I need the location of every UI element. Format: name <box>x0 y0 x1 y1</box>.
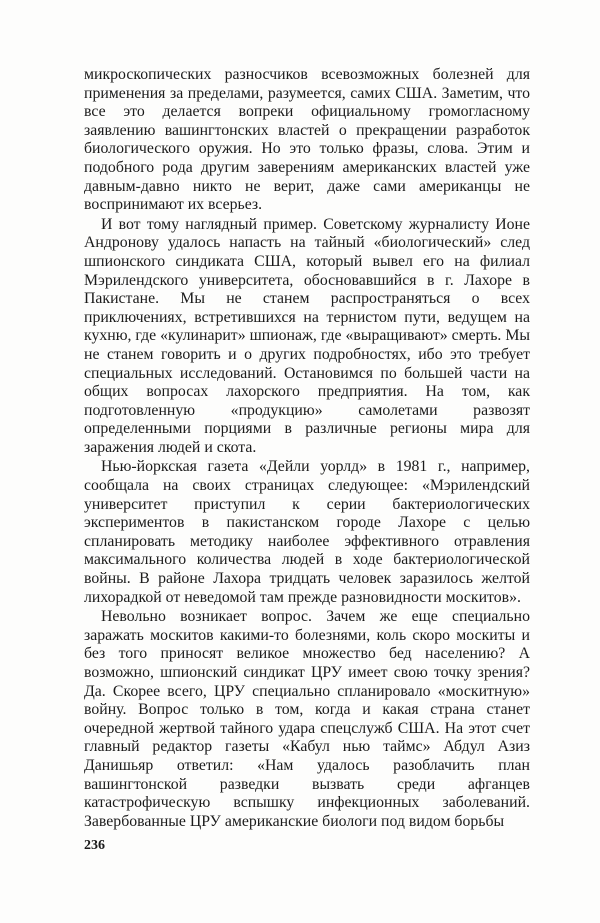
page-number: 236 <box>84 838 105 853</box>
paragraph-4: Невольно возникает вопрос. Зачем же еще специально заражать москитов какими-то болезнями, коль скоро москиты и без того приносят великое множество бед населению? А возможно, шпионский синдикат ЦРУ имеет свою точку зрения? Да. Скорее всего, ЦРУ специально спланировало «москитную» войну. Вопрос только в том, когда и какая страна станет очередной жертвой тайного удара спецслужб США. На этот счет главный редактор газеты «Кабул нью таймс» Абдул Азиз Данишьяр ответил: «Нам удалось разоблачить план вашингтонской разведки вызвать среди афганцев катастрофическую вспышку инфекционных заболеваний. Завербованные ЦРУ американские биологи под видом борьбы <box>84 608 530 830</box>
body-text <box>84 66 530 831</box>
paragraph-3: Нью-йоркская газета «Дейли уорлд» в 1981 г., например, сообщала на своих страницах следующее: «Мэрилендский университет приступил к серии бактериологических экспериментов в пакистанском городе Лахоре с целью спланировать методику наиболее эффективного отравления максимального количества людей в ходе бактериологической войны. В районе Лахора тридцать человек заразилось желтой лихорадкой от неведомой там прежде разновидности москитов». <box>84 458 530 606</box>
paragraph-1: микроскопических разносчиков всевозможных болезней для применения за пределами, разумеется, самих США. Заметим, что все это делается вопреки официальному громогласному заявлению вашингтонских властей о прекращении разработок биологического оружия. Но это только фразы, слова. Этим и подобного рода другим заверениям американских властей уже давным-давно никто не верит, даже сами американцы не воспринимают их всерьез. <box>84 66 530 214</box>
paragraph-2: И вот тому наглядный пример. Советскому журналисту Ионе Андронову удалось напасть на тайный «биологический» след шпионского синдиката США, который вывел его на филиал Мэрилендского университета, обосновавшийся в г. Лахоре в Пакистане. Мы не станем распространяться о всех приключениях, встретившихся на тернистом пути, ведущем на кухню, где «кулинарит» шпионаж, где «выращивают» смерть. Мы не станем говорить и о других подробностях, ибо это требует специальных исследований. Остановимся по большей части на общих вопросах лахорского предприятия. На том, как подготовленную «продукцию» самолетами развозят определенными порциями в различные регионы мира для заражения людей и скота. <box>84 215 530 456</box>
